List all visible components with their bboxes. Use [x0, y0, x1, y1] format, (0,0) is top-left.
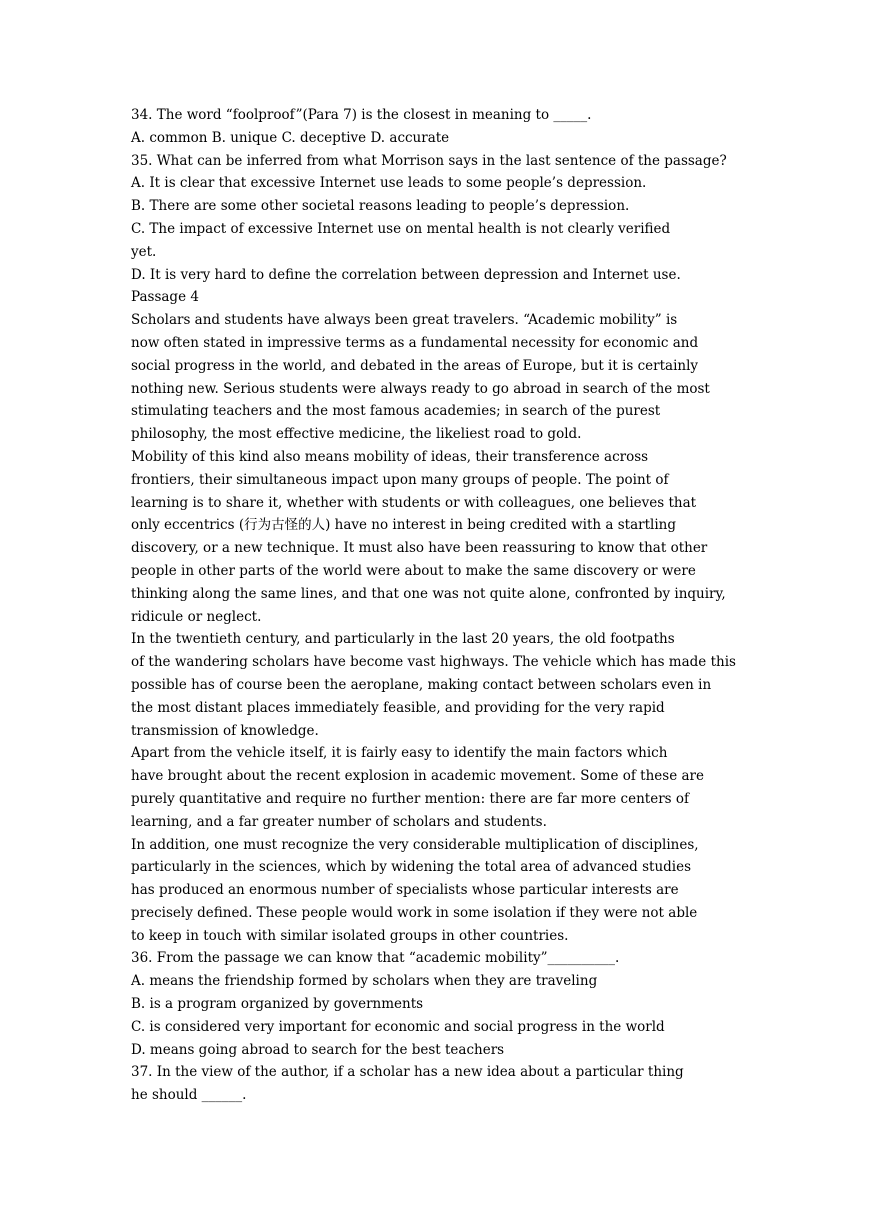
passage-line: has produced an enormous number of specialists whose particular interests are	[131, 882, 679, 899]
question-35-option-b: B. There are some other societal reasons leading to people’s depression.	[131, 198, 630, 215]
question-35-option-c: C. The impact of excessive Internet use on mental health is not clearly verified	[131, 220, 671, 237]
passage-title: Passage 4	[131, 289, 199, 306]
passage-line: nothing new. Serious students were always ready to go abroad in search of the most	[131, 380, 710, 397]
passage-line: particularly in the sciences, which by widening the total area of advanced studies	[131, 859, 692, 876]
passage-line: now often stated in impressive terms as a fundamental necessity for economic and	[131, 334, 699, 351]
question-34-options: A. common B. unique C. deceptive D. accurate	[131, 129, 450, 146]
question-35-option-c-continued: yet.	[131, 243, 157, 260]
passage-line: the most distant places immediately feasible, and providing for the very rapid	[131, 699, 665, 716]
question-35-option-d: D. It is very hard to define the correlation between depression and Internet use.	[131, 266, 681, 283]
passage-line: people in other parts of the world were about to make the same discovery or were	[131, 562, 696, 579]
question-35-option-a: A. It is clear that excessive Internet use leads to some people’s depression.	[131, 175, 647, 192]
passage-line: only eccentrics (行为古怪的人) have no interest in being credited with a startling	[131, 517, 676, 534]
passage-line: In addition, one must recognize the very considerable multiplication of disciplines,	[131, 836, 699, 853]
question-37-stem-continued: he should ______.	[131, 1087, 247, 1104]
passage-line: Apart from the vehicle itself, it is fairly easy to identify the main factors which	[131, 745, 668, 762]
question-37-stem: 37. In the view of the author, if a scholar has a new idea about a particular thing	[131, 1064, 684, 1081]
passage-line: to keep in touch with similar isolated groups in other countries.	[131, 927, 569, 944]
passage-line: discovery, or a new technique. It must also have been reassuring to know that other	[131, 540, 708, 557]
passage-line: possible has of course been the aeroplane, making contact between scholars even in	[131, 676, 712, 693]
passage-line: ridicule or neglect.	[131, 608, 262, 625]
passage-line: learning, and a far greater number of scholars and students.	[131, 813, 547, 830]
passage-line: philosophy, the most effective medicine, the likeliest road to gold.	[131, 426, 582, 443]
passage-line: of the wandering scholars have become vast highways. The vehicle which has made this	[131, 654, 736, 671]
passage-line: In the twentieth century, and particularly in the last 20 years, the old footpaths	[131, 631, 675, 648]
passage-line: frontiers, their simultaneous impact upon many groups of people. The point of	[131, 471, 669, 488]
question-36-option-b: B. is a program organized by governments	[131, 996, 424, 1013]
passage-line: precisely defined. These people would work in some isolation if they were not able	[131, 904, 698, 921]
passage-line: transmission of knowledge.	[131, 722, 319, 739]
passage-line: learning is to share it, whether with students or with colleagues, one believes that	[131, 494, 697, 511]
question-34-stem: 34. The word “foolproof”(Para 7) is the closest in meaning to _____.	[131, 107, 592, 123]
passage-line: social progress in the world, and debated in the areas of Europe, but it is certainly	[131, 357, 699, 374]
question-36-stem: 36. From the passage we can know that “academic mobility”__________.	[131, 950, 620, 967]
passage-line: thinking along the same lines, and that one was not quite alone, confronted by inquiry,	[131, 585, 726, 602]
passage-line: Scholars and students have always been great travelers. “Academic mobility” is	[131, 312, 678, 329]
passage-line: Mobility of this kind also means mobility of ideas, their transference across	[131, 448, 649, 465]
passage-line: stimulating teachers and the most famous academies; in search of the purest	[131, 403, 661, 420]
passage-line: have brought about the recent explosion in academic movement. Some of these are	[131, 768, 704, 785]
passage-line: purely quantitative and require no further mention: there are far more centers of	[131, 790, 690, 807]
question-35-stem: 35. What can be inferred from what Morrison says in the last sentence of the passage?	[131, 152, 727, 169]
question-36-option-d: D. means going abroad to search for the best teachers	[131, 1041, 505, 1058]
question-36-option-a: A. means the friendship formed by scholars when they are traveling	[131, 973, 598, 990]
document-page	[131, 104, 741, 1107]
question-36-option-c: C. is considered very important for economic and social progress in the world	[131, 1018, 665, 1035]
